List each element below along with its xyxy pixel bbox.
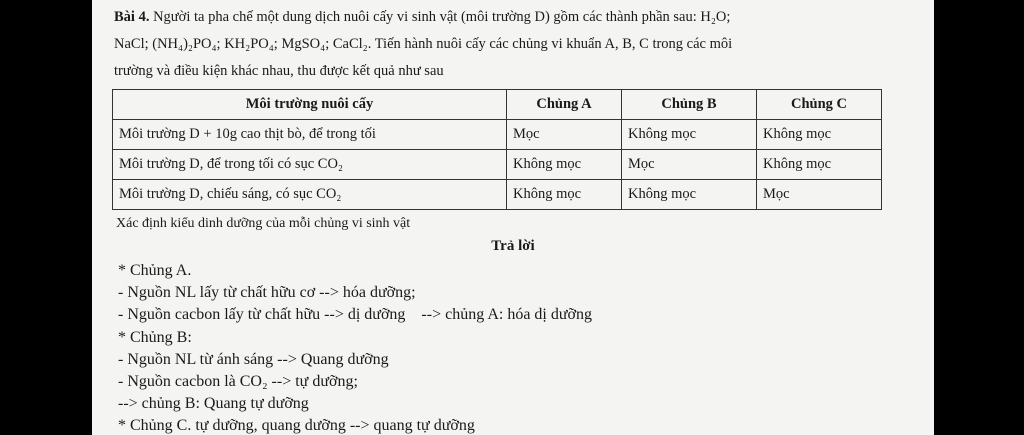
answer-line: * Chủng B: xyxy=(118,328,192,346)
table-cell: Mọc xyxy=(757,180,882,210)
problem-statement xyxy=(114,4,914,85)
table-cell: Không mọc xyxy=(757,120,882,150)
header-strain-a: Chủng A xyxy=(507,90,622,120)
table-cell: Không mọc xyxy=(622,180,757,210)
table-cell: Không mọc xyxy=(757,150,882,180)
table-cell: Môi trường D + 10g cao thịt bò, để trong tối xyxy=(113,120,507,150)
table-cell: Môi trường D, để trong tối có sục CO₂ xyxy=(113,150,507,180)
table-cell: Môi trường D, chiếu sáng, có sục CO₂ xyxy=(113,180,507,210)
problem-label: Bài 4. xyxy=(114,9,150,25)
table-cell: Không mọc xyxy=(622,120,757,150)
answer-line: - Nguồn NL lấy từ chất hữu cơ --> hóa dưỡng; xyxy=(118,284,416,302)
problem-line-3: trường và điều kiện khác nhau, thu được kết quả như sau xyxy=(114,63,444,79)
answer-line: --> chủng B: Quang tự dưỡng xyxy=(118,395,309,413)
table-row xyxy=(113,150,882,180)
problem-line-2: NaCl; (NH₄)₂PO₄; KH₂PO₄; MgSO₄; CaCl₂. Tiến hành nuôi cấy các chủng vi khuẩn A, B, C trong các môi xyxy=(114,36,733,52)
table-cell: Mọc xyxy=(507,120,622,150)
problem-line-1: Người ta pha chế một dung dịch nuôi cấy vi sinh vật (môi trường D) gồm các thành phần sau: H₂O; xyxy=(149,9,731,25)
answer-line: - Nguồn NL từ ánh sáng --> Quang dưỡng xyxy=(118,350,389,368)
table-cell: Không mọc xyxy=(507,180,622,210)
answer-line: - Nguồn cacbon lấy từ chất hữu --> dị dưỡng --> chủng A: hóa dị dưỡng xyxy=(118,306,593,324)
table-row xyxy=(113,180,882,210)
answer-line: * Chủng C. tự dưỡng, quang dưỡng --> quang tự dưỡng xyxy=(118,417,475,435)
results-table xyxy=(112,89,882,210)
table-cell: Không mọc xyxy=(507,150,622,180)
table-row xyxy=(113,120,882,150)
header-strain-c: Chủng C xyxy=(757,90,882,120)
header-strain-b: Chủng B xyxy=(622,90,757,120)
question-text: Xác định kiểu dinh dưỡng của mỗi chủng vi sinh vật xyxy=(116,216,411,231)
answer-title: Trả lời xyxy=(491,238,535,254)
document-page xyxy=(92,0,934,435)
table-header-row xyxy=(113,90,882,120)
answer-list xyxy=(118,260,592,435)
answer-line: - Nguồn cacbon là CO₂ --> tự dưỡng; xyxy=(118,373,358,391)
table-cell: Mọc xyxy=(622,150,757,180)
header-medium: Môi trường nuôi cấy xyxy=(113,90,507,120)
answer-line: * Chủng A. xyxy=(118,262,192,279)
